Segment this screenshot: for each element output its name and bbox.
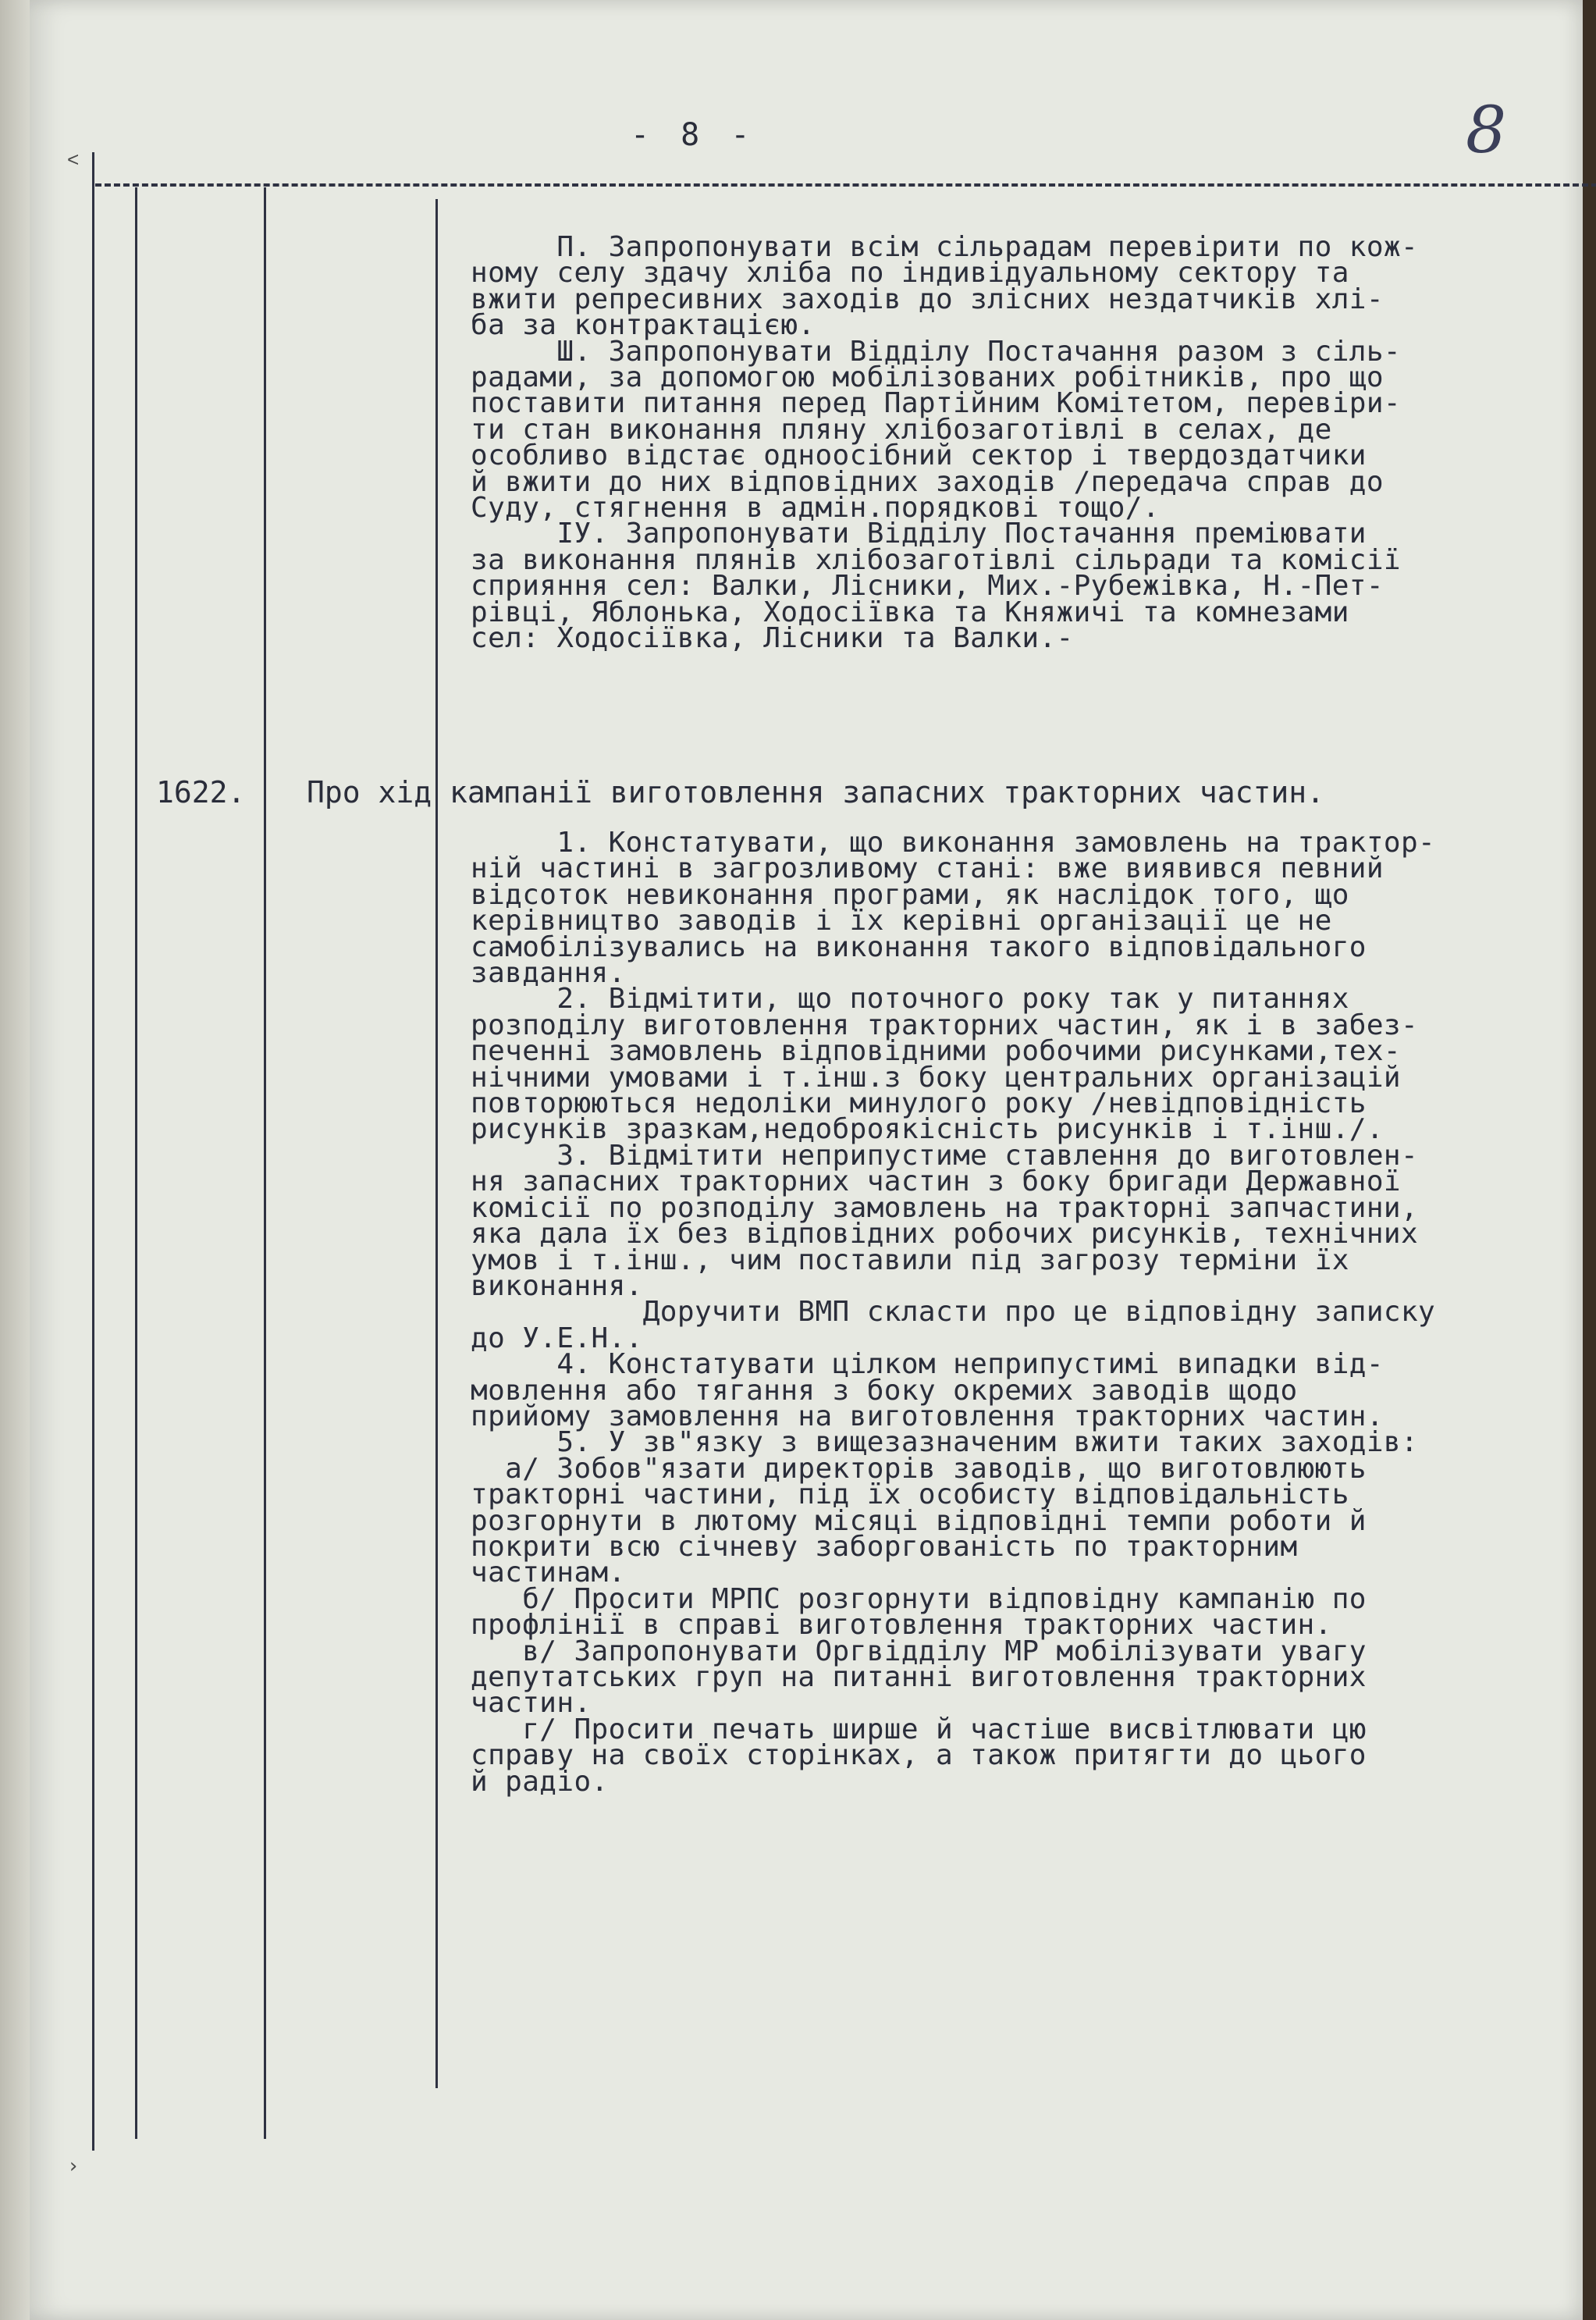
text-line: 1. Констатувати, що виконання замовлень на трактор- [471, 827, 1436, 859]
text-line: керівництво заводів і їх керівні організації це не [471, 905, 1332, 938]
text-line: ІУ. Запропонувати Відділу Постачання премiювати [471, 518, 1367, 550]
text-line: профлінії в справі виготовлення тракторних частин. [471, 1609, 1332, 1642]
text-line: справу на своїх сторінках, а також притягти до цього [471, 1739, 1367, 1772]
margin-tick-bottom: › [67, 2155, 80, 2178]
text-line: й радіо. [471, 1765, 609, 1798]
column-line-title [264, 187, 266, 2139]
text-line: рівці, Яблонька, Ходосіївка та Княжичі та комнезами [471, 596, 1349, 628]
text-line: ти стан виконання пляну хлібозаготівлі в селах, де [471, 413, 1332, 446]
text-line: П. Запропонувати всім сільрадам перевірити по кож- [471, 231, 1419, 263]
text-line: сел: Ходосіївка, Лісники та Валки.- [471, 622, 1074, 655]
text-line: поставити питання перед Партійним Комітетом, перевіри- [471, 387, 1401, 420]
text-line: ній частині в загрозливому стані: вже виявився певний [471, 852, 1384, 885]
text-line: тракторні частини, під їх особисту відповідальність [471, 1478, 1349, 1511]
item-resolution-text [471, 827, 1587, 1798]
text-line: б/ Просити МРПС розгорнути відповідну кампанію по [471, 1582, 1367, 1615]
text-line: Доручити ВМП скласти про це відповідну записку [471, 1296, 1436, 1329]
column-line-text [435, 199, 438, 2088]
text-line: Ш. Запропонувати Відділу Постачання разом з сіль- [471, 335, 1401, 368]
text-line: за виконання плянів хлібозаготівлі сільради та комісії [471, 543, 1401, 576]
text-line: покрити всю січневу заборгованість по тракторним [471, 1530, 1298, 1563]
binding-edge [0, 0, 30, 2320]
text-line: сприяння сел: Валки, Лісники, Мих.-Рубежівка, Н.-Пет- [471, 570, 1384, 603]
document-page [30, 0, 1583, 2320]
text-line: комісії по розподілу замовлень на тракторні запчастини, [471, 1191, 1419, 1224]
text-line: печенні замовлень відповідними робочими рисунками,тех- [471, 1035, 1401, 1068]
handwritten-page-number: 8 [1466, 94, 1507, 168]
text-line: завдання. [471, 957, 626, 990]
text-line: ному селу здачу хліба по індивідуальному сектору та [471, 257, 1349, 290]
text-line: яка дала їх без відповідних робочих рисунків, технічних [471, 1218, 1419, 1251]
text-line: 3. Відмітити неприпустиме ставлення до виготовлен- [471, 1139, 1419, 1172]
text-line: депутатських груп на питанні виготовлення тракторних [471, 1661, 1367, 1693]
item-title: Про хід кампанії виготовлення запасних тракторних частин. [307, 775, 1325, 810]
text-line: радами, за допомогою мобілізованих робітників, про що [471, 361, 1384, 394]
text-line: виконання. [471, 1269, 643, 1302]
text-line: розгорнути в лютому місяці відповідні темпи роботи й [471, 1504, 1367, 1537]
text-line: вжити репресивних заходів до злісних нездатчиків хлі- [471, 283, 1384, 315]
text-line: г/ Просити печать ширше й частіше висвітлювати цю [471, 1713, 1367, 1745]
header-dashed-rule [95, 183, 1596, 187]
text-line: до У.Е.Н.. [471, 1322, 643, 1354]
margin-line-outer [92, 152, 94, 2151]
text-line: самобілізувались на виконання такого відповідального [471, 930, 1367, 963]
text-line: особливо відстає одноосібний сектор і твердоздатчики [471, 439, 1367, 472]
text-line: умов і т.інш., чим поставили під загрозу терміни їх [471, 1244, 1349, 1276]
text-line: мовлення або тягання з боку окремих заводів щодо [471, 1374, 1298, 1407]
text-line: 2. Відмітити, що поточного року так у питаннях [471, 983, 1349, 1016]
text-line: ня запасних тракторних частин з боку бригади Державної [471, 1165, 1401, 1198]
text-line: й вжити до них відповідних заходів /передача справ до [471, 465, 1384, 498]
text-line: в/ Запропонувати Оргвідділу МР мобілізувати увагу [471, 1635, 1367, 1667]
text-line: Суду, стягнення в адмін.порядкові тощо/. [471, 492, 1160, 525]
text-line: 5. У зв"язку з вищезазначеним вжити таких заходів: [471, 1426, 1419, 1459]
text-line: частин. [471, 1687, 592, 1720]
previous-section-text [471, 231, 1587, 655]
text-line: повторюються недоліки минулого року /невідповідність [471, 1087, 1367, 1120]
text-line: ба за контрактацією. [471, 309, 816, 342]
text-line: 4. Констатувати цілком неприпустимі випадки від- [471, 1348, 1384, 1381]
text-line: частинам. [471, 1557, 626, 1589]
text-line: відсоток невиконання програми, як наслідок того, що [471, 878, 1349, 911]
page-number: - 8 - [631, 117, 756, 153]
text-line: прийому замовлення на виготовлення тракторних частин. [471, 1400, 1384, 1432]
item-number: 1622. [156, 775, 246, 810]
column-line-number [135, 187, 137, 2139]
text-line: рисунків зразкам,недоброякісність рисунків і т.інш./. [471, 1113, 1384, 1146]
text-line: нічними умовами і т.інш.з боку центральних організацій [471, 1061, 1401, 1094]
margin-tick-top: ˂ [67, 148, 80, 172]
text-line: розподілу виготовлення тракторних частин, як і в забез- [471, 1009, 1419, 1041]
text-line: а/ Зобов"язати директорів заводів, що виготовлюють [471, 1452, 1367, 1485]
